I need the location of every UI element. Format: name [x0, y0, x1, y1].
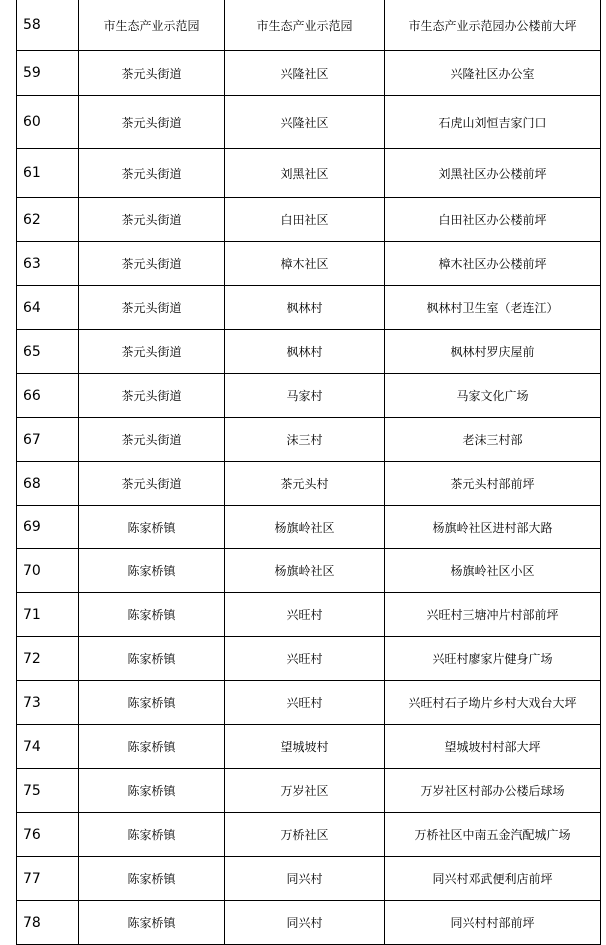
row-number: 77 [17, 857, 79, 901]
location-cell: 兴旺村三塘冲片村部前坪 [385, 593, 601, 637]
location-cell: 茶元头村部前坪 [385, 462, 601, 506]
table-row [17, 198, 601, 242]
town-cell: 茶元头街道 [79, 462, 225, 506]
community-cell: 兴隆社区 [225, 96, 385, 149]
town-cell: 陈家桥镇 [79, 593, 225, 637]
community-cell: 市生态产业示范园 [225, 0, 385, 51]
town-cell: 茶元头街道 [79, 149, 225, 198]
row-number: 71 [17, 593, 79, 637]
community-cell: 白田社区 [225, 198, 385, 242]
location-cell: 马家文化广场 [385, 374, 601, 418]
town-cell: 市生态产业示范园 [79, 0, 225, 51]
table-row [17, 149, 601, 198]
table-row [17, 462, 601, 506]
location-cell: 杨旗岭社区进村部大路 [385, 506, 601, 549]
row-number: 60 [17, 96, 79, 149]
table-row [17, 96, 601, 149]
location-cell: 同兴村邓武便利店前坪 [385, 857, 601, 901]
table-row [17, 549, 601, 593]
table-row [17, 681, 601, 725]
community-cell: 杨旗岭社区 [225, 506, 385, 549]
table-row [17, 593, 601, 637]
row-number: 73 [17, 681, 79, 725]
location-cell: 樟木社区办公楼前坪 [385, 242, 601, 286]
town-cell: 陈家桥镇 [79, 769, 225, 813]
community-cell: 枫林村 [225, 286, 385, 330]
table-row [17, 506, 601, 549]
town-cell: 茶元头街道 [79, 198, 225, 242]
table-row [17, 0, 601, 51]
row-number: 65 [17, 330, 79, 374]
community-cell: 万桥社区 [225, 813, 385, 857]
location-cell: 白田社区办公楼前坪 [385, 198, 601, 242]
location-cell: 兴隆社区办公室 [385, 51, 601, 96]
row-number: 58 [17, 0, 79, 51]
location-cell: 兴旺村廖家片健身广场 [385, 637, 601, 681]
community-cell: 万岁社区 [225, 769, 385, 813]
table-row [17, 374, 601, 418]
location-cell: 石虎山刘恒吉家门口 [385, 96, 601, 149]
row-number: 61 [17, 149, 79, 198]
row-number: 76 [17, 813, 79, 857]
row-number: 69 [17, 506, 79, 549]
location-cell: 老沫三村部 [385, 418, 601, 462]
location-cell: 万岁社区村部办公楼后球场 [385, 769, 601, 813]
location-cell: 万桥社区中南五金汽配城广场 [385, 813, 601, 857]
town-cell: 陈家桥镇 [79, 725, 225, 769]
table-row [17, 637, 601, 681]
row-number: 70 [17, 549, 79, 593]
community-cell: 兴旺村 [225, 593, 385, 637]
town-cell: 陈家桥镇 [79, 637, 225, 681]
location-cell: 刘黑社区办公楼前坪 [385, 149, 601, 198]
table-row [17, 330, 601, 374]
community-cell: 马家村 [225, 374, 385, 418]
table-row [17, 51, 601, 96]
row-number: 75 [17, 769, 79, 813]
community-cell: 刘黑社区 [225, 149, 385, 198]
community-cell: 樟木社区 [225, 242, 385, 286]
town-cell: 茶元头街道 [79, 96, 225, 149]
community-cell: 杨旗岭社区 [225, 549, 385, 593]
community-cell: 枫林村 [225, 330, 385, 374]
location-cell: 市生态产业示范园办公楼前大坪 [385, 0, 601, 51]
table-row [17, 286, 601, 330]
row-number: 62 [17, 198, 79, 242]
community-cell: 沫三村 [225, 418, 385, 462]
community-cell: 同兴村 [225, 857, 385, 901]
row-number: 78 [17, 901, 79, 945]
community-cell: 望城坡村 [225, 725, 385, 769]
table-row [17, 857, 601, 901]
row-number: 72 [17, 637, 79, 681]
location-cell: 枫林村罗庆屋前 [385, 330, 601, 374]
town-cell: 陈家桥镇 [79, 681, 225, 725]
town-cell: 茶元头街道 [79, 286, 225, 330]
community-cell: 茶元头村 [225, 462, 385, 506]
town-cell: 陈家桥镇 [79, 506, 225, 549]
row-number: 74 [17, 725, 79, 769]
table-row [17, 725, 601, 769]
location-cell: 枫林村卫生室（老连江） [385, 286, 601, 330]
row-number: 64 [17, 286, 79, 330]
site-list-table [16, 0, 601, 945]
location-cell: 兴旺村石子坳片乡村大戏台大坪 [385, 681, 601, 725]
location-cell: 杨旗岭社区小区 [385, 549, 601, 593]
table-row [17, 418, 601, 462]
community-cell: 兴旺村 [225, 637, 385, 681]
location-cell: 望城坡村村部大坪 [385, 725, 601, 769]
community-cell: 兴旺村 [225, 681, 385, 725]
town-cell: 茶元头街道 [79, 242, 225, 286]
table-row [17, 813, 601, 857]
town-cell: 茶元头街道 [79, 330, 225, 374]
town-cell: 茶元头街道 [79, 374, 225, 418]
row-number: 67 [17, 418, 79, 462]
community-cell: 兴隆社区 [225, 51, 385, 96]
row-number: 68 [17, 462, 79, 506]
row-number: 59 [17, 51, 79, 96]
location-cell: 同兴村村部前坪 [385, 901, 601, 945]
town-cell: 陈家桥镇 [79, 813, 225, 857]
town-cell: 陈家桥镇 [79, 901, 225, 945]
table-row [17, 242, 601, 286]
town-cell: 陈家桥镇 [79, 857, 225, 901]
town-cell: 茶元头街道 [79, 418, 225, 462]
table-row [17, 901, 601, 945]
town-cell: 茶元头街道 [79, 51, 225, 96]
community-cell: 同兴村 [225, 901, 385, 945]
table-row [17, 769, 601, 813]
row-number: 63 [17, 242, 79, 286]
town-cell: 陈家桥镇 [79, 549, 225, 593]
row-number: 66 [17, 374, 79, 418]
